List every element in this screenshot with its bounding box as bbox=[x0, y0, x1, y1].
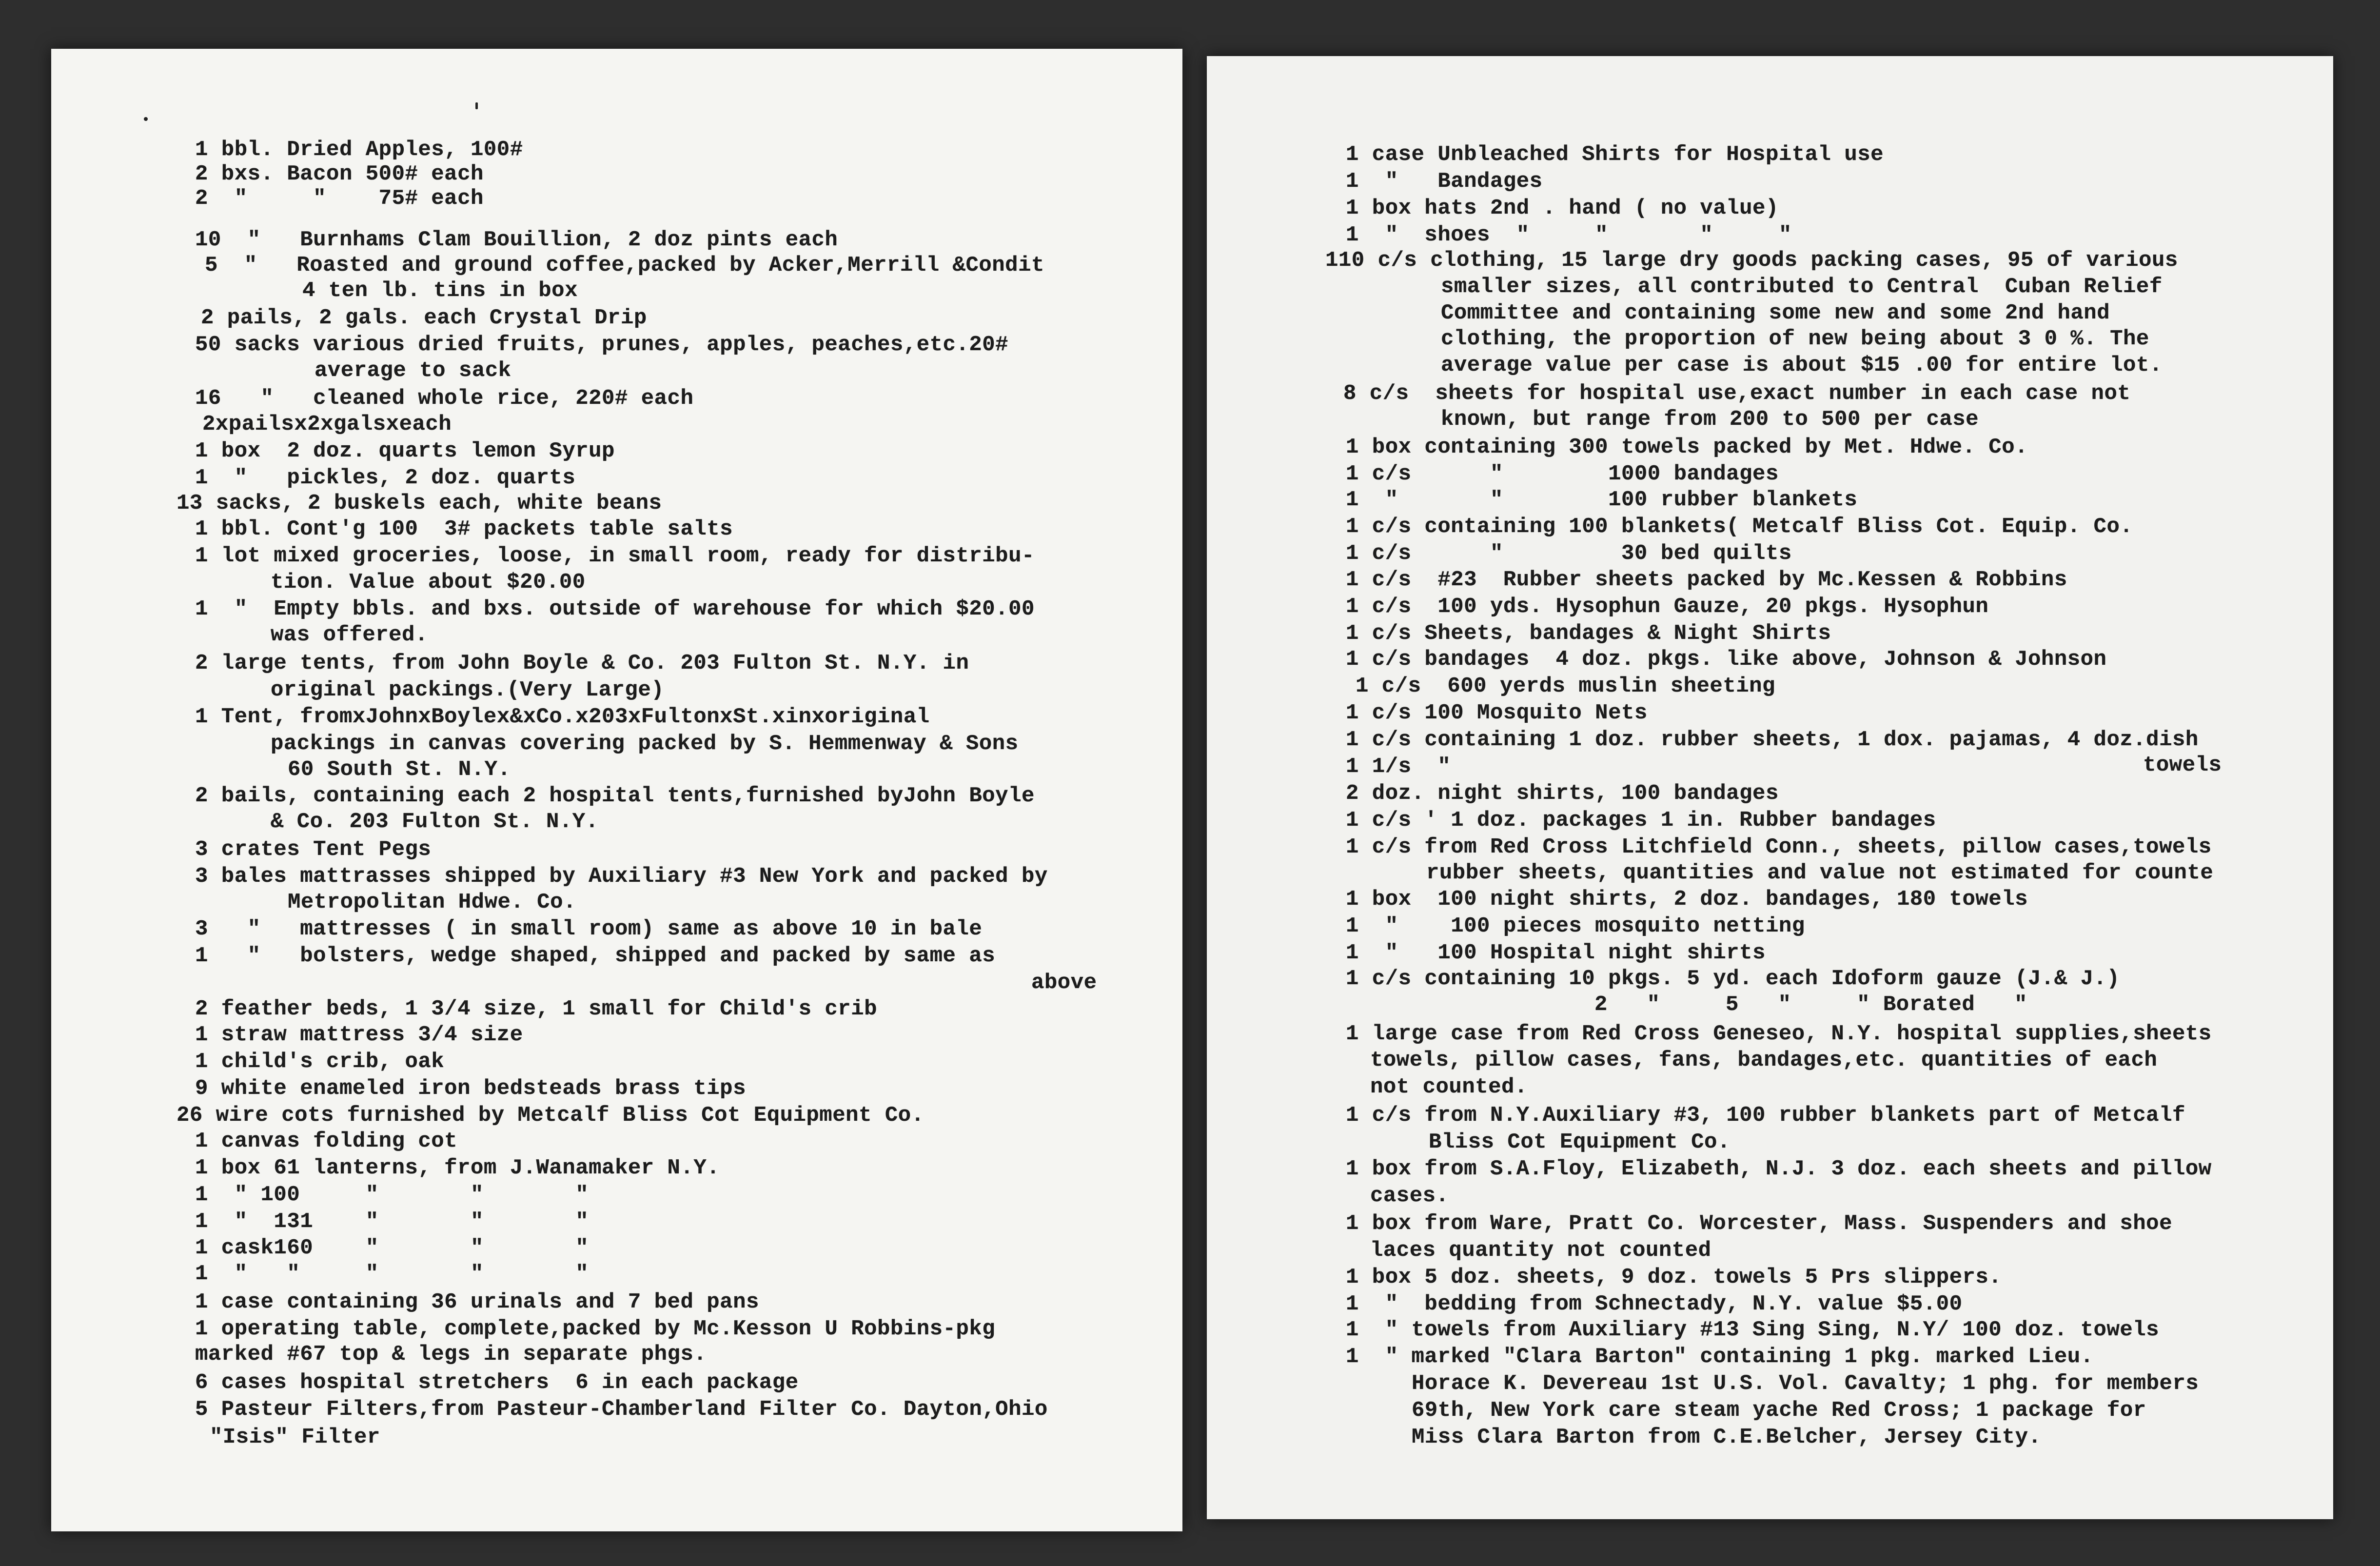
right-line: 1 c/s " 30 bed quilts bbox=[1346, 541, 1792, 566]
left-line: 50 sacks various dried fruits, prunes, apples, peaches,etc.20# bbox=[195, 333, 1009, 357]
left-line: 1 operating table, complete,packed by Mc.Kesson U Robbins-pkg bbox=[195, 1317, 996, 1341]
left-line: 1 box 61 lanterns, from J.Wanamaker N.Y. bbox=[195, 1156, 720, 1180]
left-line: 3 bales mattrasses shipped by Auxiliary #3 New York and packed by bbox=[195, 864, 1048, 889]
right-line: 1 box containing 300 towels packed by Met. Hdwe. Co. bbox=[1346, 435, 2028, 459]
right-line: 69th, New York care steam yache Red Cross; 1 package for bbox=[1412, 1398, 2146, 1423]
left-line: 1 " 131 " " " bbox=[195, 1209, 589, 1234]
right-line: 1 c/s 100 yds. Hysophun Gauze, 20 pkgs. Hysophun bbox=[1346, 595, 1989, 619]
left-line: & Co. 203 Fulton St. N.Y. bbox=[271, 810, 599, 834]
right-line: 1 c/s bandages 4 doz. pkgs. like above, Johnson & Johnson bbox=[1346, 647, 2107, 672]
right-line: known, but range from 200 to 500 per case bbox=[1441, 407, 1979, 432]
right-line: 1 1/s " bbox=[1346, 754, 1451, 779]
right-line: 1 c/s containing 10 pkgs. 5 yd. each Idoform gauze (J.& J.) bbox=[1346, 967, 2120, 991]
left-line: 1 lot mixed groceries, loose, in small room, ready for distribu- bbox=[195, 544, 1035, 568]
left-line: 26 wire cots furnished by Metcalf Bliss Cot Equipment Co. bbox=[177, 1103, 924, 1128]
left-line: 1 child's crib, oak bbox=[195, 1050, 445, 1074]
left-line: 1 bbl. Dried Apples, 100# bbox=[195, 138, 523, 162]
left-line: 2 large tents, from John Boyle & Co. 203 Fulton St. N.Y. in bbox=[195, 651, 969, 675]
right-line: rubber sheets, quantities and value not estimated for counte bbox=[1426, 861, 2214, 885]
right-line: Bliss Cot Equipment Co. bbox=[1429, 1130, 1731, 1154]
left-line: 4 ten lb. tins in box bbox=[302, 278, 578, 303]
right-line: Committee and containing some new and some 2nd hand bbox=[1441, 301, 2110, 325]
left-line: tion. Value about $20.00 bbox=[271, 570, 586, 595]
ink-speck bbox=[144, 117, 148, 121]
left-line: 10 " Burnhams Clam Bouillion, 2 doz pints each bbox=[195, 228, 838, 252]
right-line: 1 " " 100 rubber blankets bbox=[1346, 488, 1858, 512]
left-line: 2 pails, 2 gals. each Crystal Drip bbox=[201, 306, 647, 330]
left-line: was offered. bbox=[271, 623, 428, 647]
right-line: 1 c/s #23 Rubber sheets packed by Mc.Kessen & Robbins bbox=[1346, 568, 2067, 592]
left-line: 1 " Empty bbls. and bxs. outside of warehouse for which $20.00 bbox=[195, 597, 1035, 621]
left-line: 1 Tent, fromxJohnxBoylex&xCo.x203xFultonxSt.xinxoriginal bbox=[195, 705, 930, 729]
left-line: 1 straw mattress 3/4 size bbox=[195, 1023, 523, 1047]
left-line: Metropolitan Hdwe. Co. bbox=[288, 890, 576, 914]
right-line: smaller sizes, all contributed to Central Cuban Relief bbox=[1441, 275, 2163, 299]
right-line: not counted. bbox=[1370, 1075, 1528, 1099]
right-line: 1 " towels from Auxiliary #13 Sing Sing, N.Y/ 100 doz. towels bbox=[1346, 1318, 2160, 1342]
right-line: 1 " 100 Hospital night shirts bbox=[1346, 941, 1766, 965]
right-line: 110 c/s clothing, 15 large dry goods packing cases, 95 of various bbox=[1325, 248, 2178, 273]
right-line: cases. bbox=[1370, 1184, 1449, 1208]
right-line: 1 " shoes " " " " bbox=[1346, 223, 1792, 247]
left-line: 3 " mattresses ( in small room) same as above 10 in bale bbox=[195, 917, 983, 941]
left-line: 1 cask160 " " " bbox=[195, 1236, 589, 1260]
right-line: 1 box from S.A.Floy, Elizabeth, N.J. 3 doz. each sheets and pillow bbox=[1346, 1157, 2212, 1181]
right-line: average value per case is about $15 .00 for entire lot. bbox=[1441, 353, 2163, 377]
right-line: 1 " 100 pieces mosquito netting bbox=[1346, 914, 1805, 938]
left-line: 2 bails, containing each 2 hospital tents,furnished byJohn Boyle bbox=[195, 784, 1035, 808]
left-line: 5 " Roasted and ground coffee,packed by Acker,Merrill &Condit bbox=[205, 253, 1044, 278]
left-line: 2 feather beds, 1 3/4 size, 1 small for Child's crib bbox=[195, 997, 878, 1021]
right-line: 1 large case from Red Cross Geneseo, N.Y. hospital supplies,sheets bbox=[1346, 1022, 2212, 1046]
right-line: 1 " Bandages bbox=[1346, 169, 1543, 194]
right-line: towels, pillow cases, fans, bandages,etc. quantities of each bbox=[1370, 1048, 2158, 1072]
left-line: 1 bbl. Cont'g 100 3# packets table salts bbox=[195, 517, 733, 541]
left-line: original packings.(Very Large) bbox=[271, 678, 665, 702]
left-line: marked #67 top & legs in separate phgs. bbox=[195, 1342, 707, 1367]
right-line: 8 c/s sheets for hospital use,exact number in each case not bbox=[1343, 381, 2131, 406]
left-line: "Isis" Filter bbox=[210, 1425, 380, 1449]
left-line: 16 " cleaned whole rice, 220# each bbox=[195, 386, 694, 411]
right-line: 1 c/s from Red Cross Litchfield Conn., sheets, pillow cases,towels bbox=[1346, 835, 2212, 859]
right-line: 1 box 5 doz. sheets, 9 doz. towels 5 Prs slippers. bbox=[1346, 1265, 2002, 1289]
left-line: 1 " " " " " bbox=[195, 1262, 589, 1286]
left-line: 1 " 100 " " " bbox=[195, 1183, 589, 1207]
left-line: average to sack bbox=[315, 358, 511, 383]
left-line: 2 " " 75# each bbox=[195, 186, 484, 211]
left-line: 60 South St. N.Y. bbox=[288, 757, 511, 782]
right-line: 1 c/s ' 1 doz. packages 1 in. Rubber bandages bbox=[1346, 808, 1936, 833]
left-line: packings in canvas covering packed by S. Hemmenway & Sons bbox=[271, 732, 1019, 756]
right-line: 1 c/s " 1000 bandages bbox=[1346, 462, 1779, 486]
right-line: 1 " bedding from Schnectady, N.Y. value $5.00 bbox=[1346, 1292, 1963, 1316]
left-line: 6 cases hospital stretchers 6 in each package bbox=[195, 1370, 799, 1395]
left-line: 1 box 2 doz. quarts lemon Syrup bbox=[195, 439, 615, 463]
right-line: 1 " marked "Clara Barton" containing 1 pkg. marked Lieu. bbox=[1346, 1345, 2094, 1369]
right-line: 2 " 5 " " Borated " bbox=[1594, 992, 2027, 1017]
right-line: 1 c/s from N.Y.Auxiliary #3, 100 rubber blankets part of Metcalf bbox=[1346, 1103, 2185, 1128]
left-line: 2xpailsx2xgalsxeach bbox=[202, 412, 452, 436]
right-line: 1 box hats 2nd . hand ( no value) bbox=[1346, 196, 1779, 220]
left-line: 1 " bolsters, wedge shaped, shipped and packed by same as bbox=[195, 944, 996, 968]
right-line: 1 c/s containing 100 blankets( Metcalf Bliss Cot. Equip. Co. bbox=[1346, 515, 2133, 539]
left-line: 13 sacks, 2 buskels each, white beans bbox=[177, 491, 662, 515]
right-line: clothing, the proportion of new being about 3 0 %. The bbox=[1441, 327, 2149, 351]
ink-speck bbox=[475, 102, 478, 109]
right-line: 2 doz. night shirts, 100 bandages bbox=[1346, 781, 1779, 806]
right-line: laces quantity not counted bbox=[1370, 1238, 1711, 1263]
right-line: 1 case Unbleached Shirts for Hospital use bbox=[1346, 142, 1884, 167]
left-line: 1 canvas folding cot bbox=[195, 1129, 458, 1153]
right-line: Miss Clara Barton from C.E.Belcher, Jersey City. bbox=[1412, 1425, 2042, 1449]
left-line: 1 " pickles, 2 doz. quarts bbox=[195, 466, 576, 490]
right-line: Horace K. Devereau 1st U.S. Vol. Cavalty; 1 phg. for members bbox=[1412, 1371, 2199, 1396]
left-line: above bbox=[1031, 971, 1097, 995]
right-line: 1 box from Ware, Pratt Co. Worcester, Mass. Suspenders and shoe bbox=[1346, 1211, 2172, 1236]
right-line: 1 c/s Sheets, bandages & Night Shirts bbox=[1346, 621, 1831, 646]
left-line: 3 crates Tent Pegs bbox=[195, 837, 432, 862]
left-line: 2 bxs. Bacon 500# each bbox=[195, 162, 484, 186]
left-line: 9 white enameled iron bedsteads brass tips bbox=[195, 1076, 746, 1101]
right-line: towels bbox=[2143, 753, 2222, 777]
right-line: 1 c/s 600 yerds muslin sheeting bbox=[1356, 674, 1775, 698]
right-line: 1 c/s 100 Mosquito Nets bbox=[1346, 701, 1648, 725]
right-line: 1 c/s containing 1 doz. rubber sheets, 1 dox. pajamas, 4 doz.dish bbox=[1346, 728, 2199, 752]
left-line: 1 case containing 36 urinals and 7 bed pans bbox=[195, 1290, 759, 1314]
left-line: 5 Pasteur Filters,from Pasteur-Chamberland Filter Co. Dayton,Ohio bbox=[195, 1397, 1048, 1422]
right-line: 1 box 100 night shirts, 2 doz. bandages, 180 towels bbox=[1346, 887, 2028, 912]
